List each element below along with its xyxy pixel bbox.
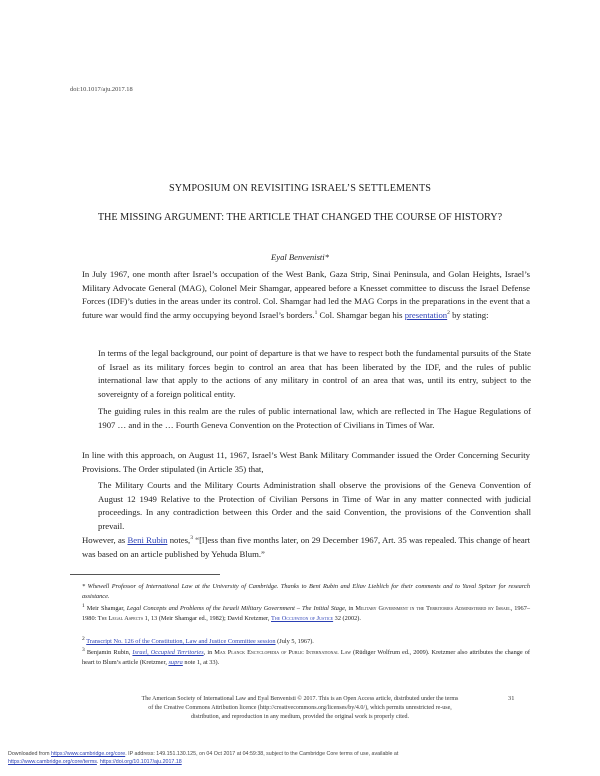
transcript-link[interactable]: Transcript No. 126 of the Constitution, Law and Justice Committee session	[86, 638, 276, 645]
footnote-3-text-b: , in	[203, 649, 215, 656]
footnote-3-text-a: Benjamin Rubin,	[84, 649, 133, 656]
paragraph-3	[70, 534, 530, 561]
symposium-heading: SYMPOSIUM ON REVISITING ISRAEL’S SETTLEMENTS	[168, 183, 432, 194]
footnote-divider	[70, 574, 220, 575]
footnote-1-text-b: Legal Concepts and Problems of the Israeli Military Government – The Initial Stage	[126, 605, 345, 612]
block-quote-2: The guiding rules in this realm are the rules of public international law, which are reflected in The Hague Regulations of 1907 … and in the … Fourth Geneva Convention on the Protection of Civilians in Times of War.	[98, 406, 531, 430]
footnote-2	[70, 637, 530, 647]
paragraph-1	[70, 268, 530, 322]
footnote-3	[70, 648, 530, 669]
download-text-a: Downloaded from	[8, 751, 51, 757]
footnote-1-text-a: Meir Shamgar,	[84, 605, 127, 612]
doi-link[interactable]: https://doi.org/10.1017/aju.2017.18	[99, 759, 182, 766]
presentation-link[interactable]: presentation	[404, 309, 448, 320]
license-notice: The American Society of International Law and Eyal Benvenisti © 2017. This is an Open Access article, distributed under the terms of the Creative Commons Attribution licence (http://creativecommons.org/licenses/by/4.0/), which permits unrestricted re-use, distribution, and reproduction in any medium, provided the original work is properly cited.	[141, 696, 459, 720]
cambridge-core-link[interactable]: https://www.cambridge.org/core	[51, 751, 126, 757]
beni-rubin-link[interactable]: Beni Rubin	[127, 535, 168, 545]
paragraph-2-text: In line with this approach, on August 11, 1967, Israel’s West Bank Military Commander issued the Order Concerning Security Provisions. The Order stipulated (in Article 35) that,	[82, 450, 530, 474]
footnote-3-number: 3	[82, 646, 85, 653]
footnote-3-text-f: note 1, at 33).	[182, 659, 220, 667]
article-title: THE MISSING ARGUMENT: THE ARTICLE THAT CHANGED THE COURSE OF HISTORY?	[97, 212, 503, 223]
block-quote-1: In terms of the legal background, our point of departure is that we have to respect both the fundamental pursuits of the State of Israel as its military forces begin to control an area that has been liberated by the IDF, and the rules of public international law that apply to the actions of any military in control of an area that was, until its entry, subject to the sovereignty of a foreign political entity.	[98, 348, 531, 399]
footnote-1-number: 1	[82, 602, 85, 609]
israel-occupied-territories-link[interactable]: Israel, Occupied Territories	[132, 649, 204, 656]
block-quote-3: The Military Courts and the Military Courts Administration shall observe the provisions of the Geneva Convention of August 12 1949 Relative to the Protection of Civilian Persons in Time of War in any matter connected with judicial proceedings. In any contradiction between this Order and the said Convention, the provisions of the Convention shall prevail.	[98, 480, 531, 531]
download-text-b: . IP address: 149.151.130.125, on 04 Oct 2017 at 04:59:38, subject to the Cambridge Core terms of use, available at	[125, 751, 399, 757]
paragraph-1-text: In July 1967, one month after Israel’s occupation of the West Bank, Gaza Strip, Sinai Peninsula, and Golan Heights, Israel’s Military Advocate General (MAG), Colonel Meir Shamgar, appeared before a Knesset committee to discuss the Israel Defense Forces (IDF)’s duties in the areas under its control. Col. Shamgar had led the MAG Corps in the preparations in the event that a future war would find the army occupying beyond Israel’s borders.	[82, 269, 530, 320]
footnote-star	[70, 582, 530, 603]
author-name: Eyal Benvenisti*	[271, 252, 329, 262]
footnote-1-text-f: 32 (2002).	[333, 615, 361, 623]
paragraph-3-text: However, as	[82, 535, 128, 545]
footnote-ref-3[interactable]: 3	[190, 535, 193, 542]
paragraph-2	[70, 449, 530, 476]
paragraph-1-text-3: by stating:	[449, 309, 489, 320]
page-number: 31	[508, 695, 515, 702]
paragraph-3-text-2: notes,	[167, 535, 191, 545]
footnote-1-text-c: , in	[344, 605, 356, 612]
footnote-1-text-d: Military Government in the Territories Administered by Israel, 1967–1980: The Legal Aspects	[82, 605, 530, 623]
terms-link[interactable]: https://www.cambridge.org/core/terms	[8, 759, 97, 766]
footnote-2-text: (July 5, 1967).	[275, 638, 314, 645]
occupation-of-justice-link[interactable]: The Occupation of Justice	[271, 615, 334, 623]
footnote-1-text-e: 1, 13 (Meir Shamgar ed., 1982); David Kretzmer,	[143, 615, 272, 623]
doi-label: doi:10.1017/aju.2017.18	[70, 86, 133, 93]
footnote-3-text-d: (Rüdiger Wolfrum ed., 2009). Kretzmer also attributes the change of heart to Blum’s article (Kretzmer,	[82, 649, 530, 667]
footnote-ref-2[interactable]: 2	[447, 309, 450, 316]
paragraph-1-text-2: Col. Shamgar began his	[317, 309, 405, 320]
footnote-ref-1[interactable]: 1	[314, 309, 318, 316]
footnote-2-number: 2	[82, 635, 85, 642]
footnote-1	[70, 604, 530, 625]
download-text-c: .	[96, 759, 100, 766]
supra-link[interactable]: supra	[168, 659, 183, 667]
footnote-3-text-c: Max Planck Encyclopedia of Public International Law	[214, 649, 351, 656]
download-notice	[8, 750, 598, 767]
paragraph-3-text-3: “[l]ess than five months later, on 29 December 1967, Art. 35 was repealed. This change of heart was based on an article published by Yehuda Blum.”	[82, 535, 531, 559]
footnote-star-text: * Whewell Professor of International Law at the University of Cambridge. Thanks to Beni Rubin and Eliav Lieblich for their comments and to Yuval Spitzer for research assistance.	[82, 583, 530, 601]
